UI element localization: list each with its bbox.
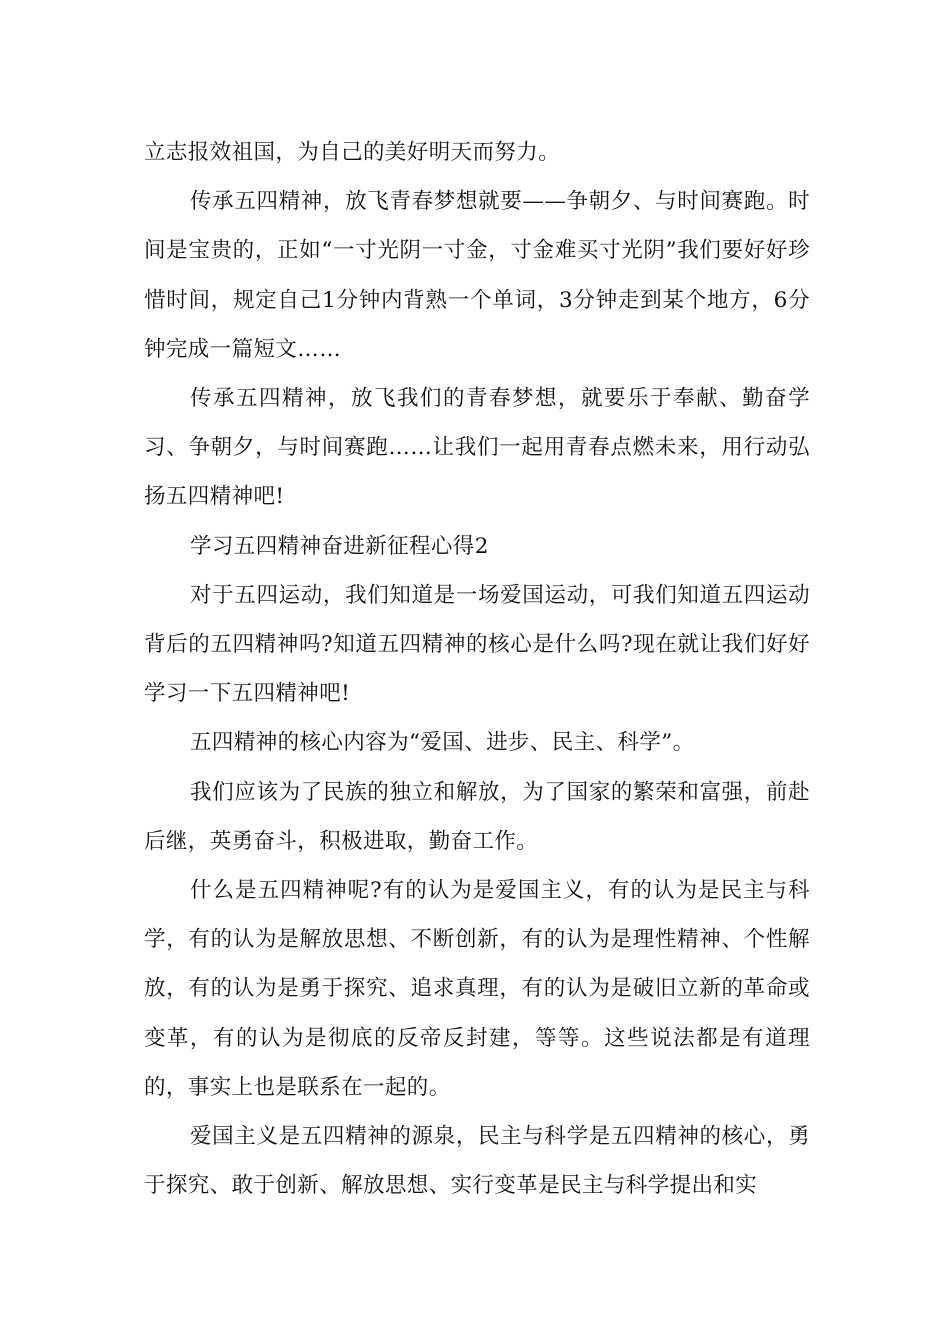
paragraph-1: 立志报效祖国，为自己的美好明天而努力。 (144, 140, 561, 165)
paragraph-2: 传承五四精神，放飞青春梦想就要——争朝夕、与时间赛跑。时间是宝贵的，正如“一寸光阴一寸金，寸金难买寸光阴”我们要好好珍惜时间，规定自己1分钟内背熟一个单词，3分钟走到某个地方，6分钟完成一篇短文…… (144, 189, 810, 362)
document-body (144, 128, 810, 1210)
paragraph-9: 爱国主义是五四精神的源泉，民主与科学是五四精神的核心，勇于探究、敢于创新、解放思想、实行变革是民主与科学提出和实 (144, 1124, 810, 1199)
paragraph-3: 传承五四精神，放飞我们的青春梦想，就要乐于奉献、勤奋学习、争朝夕，与时间赛跑……让我们一起用青春点燃未来，用行动弘扬五四精神吧! (144, 386, 810, 510)
paragraph-8: 什么是五四精神呢?有的认为是爱国主义，有的认为是民主与科学，有的认为是解放思想、不断创新，有的认为是理性精神、个性解放，有的认为是勇于探究、追求真理，有的认为是破旧立新的革命或变革，有的认为是彻底的反帝反封建，等等。这些说法都是有道理的，事实上也是联系在一起的。 (144, 878, 810, 1100)
paragraph-6: 五四精神的核心内容为“爱国、进步、民主、科学”。 (190, 730, 695, 756)
section-heading: 学习五四精神奋进新征程心得2 (190, 533, 489, 559)
paragraph-7: 我们应该为了民族的独立和解放，为了国家的繁荣和富强，前赴后继，英勇奋斗，积极进取，勤奋工作。 (144, 779, 810, 854)
paragraph-5: 对于五四运动，我们知道是一场爱国运动，可我们知道五四运动背后的五四精神吗?知道五四精神的核心是什么吗?现在就让我们好好学习一下五四精神吧! (144, 582, 810, 707)
